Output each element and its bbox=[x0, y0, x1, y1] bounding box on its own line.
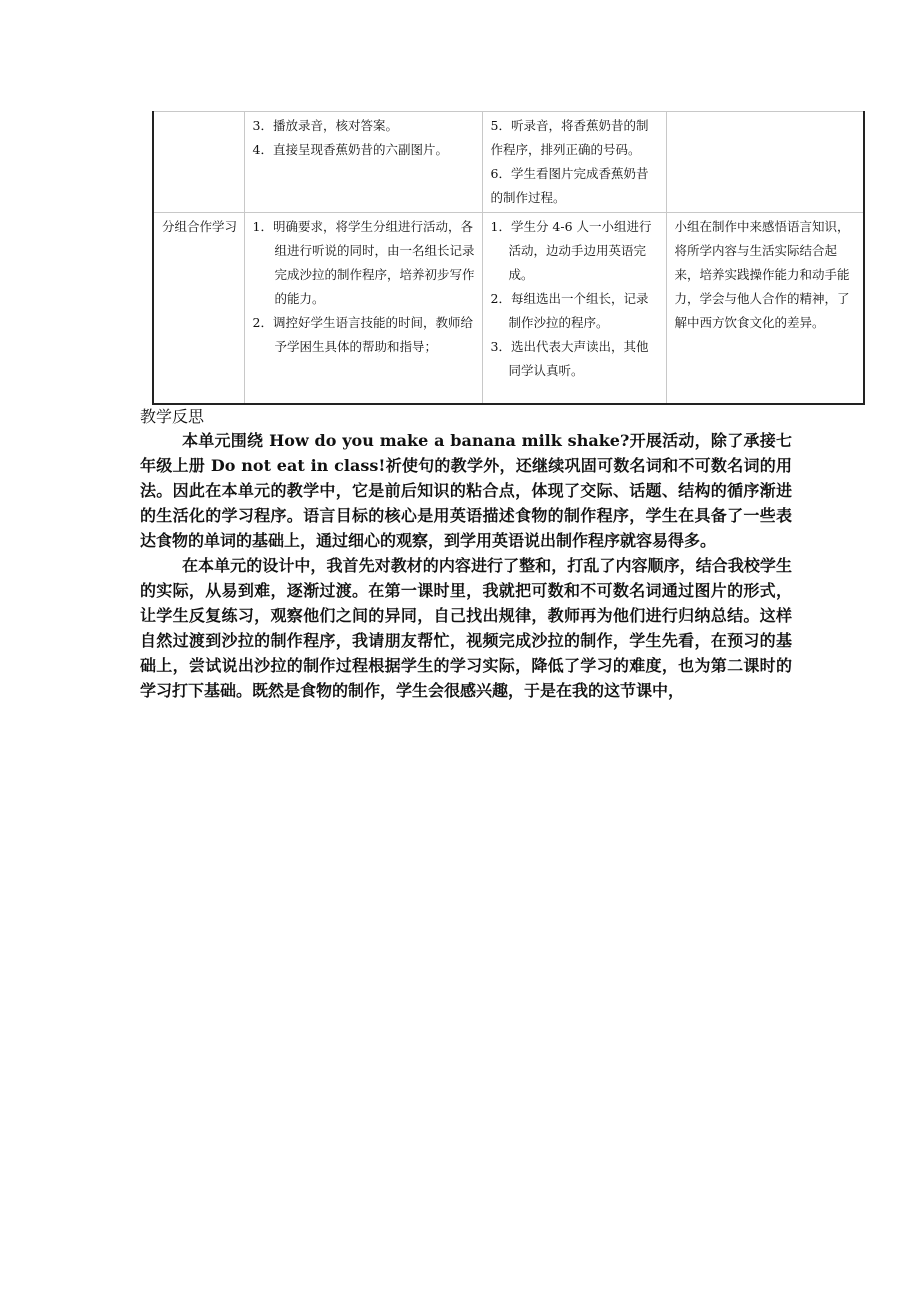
teacher-step: 1．明确要求，将学生分组进行活动，各组进行听说的同时，由一名组长记录完成沙拉的制作程序，培养初步写作的能力。 bbox=[252, 219, 475, 306]
student-step: 3．选出代表大声读出，其他同学认真听。 bbox=[490, 339, 649, 378]
table-row bbox=[153, 112, 864, 213]
teacher-step: 2．调控好学生语言技能的时间，教师给予学困生具体的帮助和指导； bbox=[252, 315, 473, 354]
stage-cell bbox=[153, 112, 244, 213]
stage-cell: 分组合作学习 bbox=[153, 213, 244, 405]
teacher-step: 4．直接呈现香蕉奶昔的六副图片。 bbox=[252, 142, 448, 157]
teacher-activity-cell bbox=[244, 112, 482, 213]
purpose-cell bbox=[666, 112, 864, 213]
section-title: 教学反思 bbox=[140, 407, 205, 426]
student-step: 1．学生分 4-6 人一小组进行活动，边动手边用英语完成。 bbox=[490, 219, 652, 282]
student-step: 5．听录音，将香蕉奶昔的制作程序，排列正确的号码。 bbox=[490, 118, 649, 157]
reflection-paragraph: 本单元围绕 How do you make a banana milk shake?开展活动，除了承接七年级上册 Do not eat in class!祈使句的教学外，还继续巩固可数名词和不可数名词的用法。因此在本单元的教学中，它是前后知识的粘合点，体现了交际、话题、结构的循序渐进的生活化的学习程序。语言目标的核心是用英语描述食物的制作程序，学生在具备了一些表达食物的单词的基础上，通过细心的观察，到学用英语说出制作程序就容易得多。 bbox=[140, 431, 792, 550]
lesson-plan-table bbox=[152, 111, 865, 405]
student-step: 2．每组选出一个组长，记录制作沙拉的程序。 bbox=[490, 291, 649, 330]
reflection-paragraph: 在本单元的设计中，我首先对教材的内容进行了整和，打乱了内容顺序，结合我校学生的实际，从易到难，逐渐过渡。在第一课时里，我就把可数和不可数名词通过图片的形式，让学生反复练习，观察他们之间的异同，自己找出规律，教师再为他们进行归纳总结。这样自然过渡到沙拉的制作程序，我请朋友帮忙，视频完成沙拉的制作，学生先看，在预习的基础上，尝试说出沙拉的制作过程根据学生的学习实际，降低了学习的难度，也为第二课时的学习打下基础。既然是食物的制作，学生会很感兴趣，于是在我的这节课中， bbox=[140, 556, 792, 700]
teacher-step: 3．播放录音，核对答案。 bbox=[252, 118, 398, 133]
teacher-activity-cell bbox=[244, 213, 482, 405]
purpose-cell: 小组在制作中来感悟语言知识，将所学内容与生活实际结合起来，培养实践操作能力和动手能力，学会与他人合作的精神，了解中西方饮食文化的差异。 bbox=[666, 213, 864, 405]
table-row bbox=[153, 213, 864, 405]
reflection-body bbox=[140, 428, 792, 703]
student-activity-cell bbox=[482, 112, 666, 213]
student-step: 6．学生看图片完成香蕉奶昔的制作过程。 bbox=[490, 166, 649, 205]
student-activity-cell bbox=[482, 213, 666, 405]
